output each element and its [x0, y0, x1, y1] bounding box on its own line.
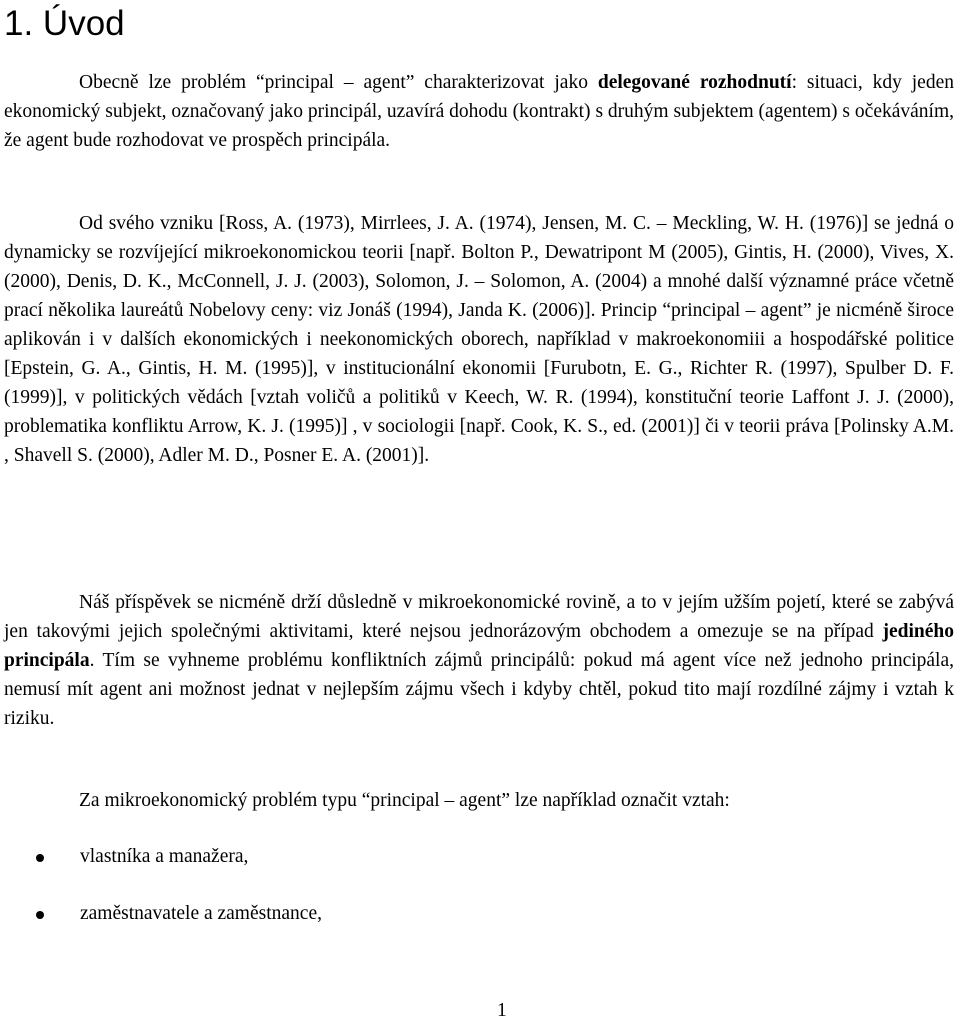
- example-list: [0, 842, 322, 956]
- paragraph-scope: [4, 588, 954, 733]
- bold-term-delegated-decision: delegované rozhodnutí: [597, 72, 792, 93]
- bold-term-single-principal: jediného principála: [4, 621, 954, 671]
- page-number: 1: [497, 1000, 507, 1021]
- paragraph-scope-text-end: . Tím se vyhneme problému konfliktních zájmů principálů: pokud má agent více než jednoho principála, nemusí mít agent ani možnost jednat v nejlepším zájmu všech i kdyby chtěl, pokud tito mají rozdílné zájmy i vztah k riziku.: [4, 650, 954, 729]
- paragraph-literature: Od svého vzniku [Ross, A. (1973), Mirrlees, J. A. (1974), Jensen, M. C. – Meckling, W. H. (1976)] se jedná o dynamicky se rozvíjející mikroekonomickou teorii [např. Bolton P., Dewatripont M (2005), Gintis, H. (2000), Vives, X. (2000), Denis, D. K., McConnell, J. J. (2003), Solomon, J. – Solomon, A. (2004) a mnohé další významné práce včetně prací několika laureátů Nobelovy ceny: viz Jonáš (1994), Janda K. (2006)]. Princip “principal – agent” je nicméně široce aplikován i v dalších ekonomických i neekonomických oborech, například v makroekonomiii a hospodářské politice [Epstein, G. A., Gintis, H. M. (1995)], v institucionální ekonomii [Furubotn, E. G., Richter R. (1997), Spulber D. F. (1999)], v politických vědách [vztah voličů a politiků v Keech, W. R. (1994), konstituční teorie Laffont J. J. (2000), problematika konfliktu Arrow, K. J. (1995)] , v sociologii [např. Cook, K. S., ed. (2001)] či v teorii práva [Polinsky A.M. , Shavell S. (2000), Adler M. D., Posner E. A. (2001)].: [4, 213, 954, 466]
- paragraph-intro-text-end: : situaci, kdy jeden ekonomický subjekt, označovaný jako principál, uzavírá dohodu (kontrakt) s druhým subjektem (agentem) s očekáváním, že agent bude rozhodovat ve prospěch principála.: [4, 72, 954, 151]
- list-item-text: zaměstnavatele a zaměstnance,: [80, 903, 322, 924]
- bullet-icon: [36, 854, 44, 862]
- paragraph-scope-text: Náš příspěvek se nicméně drží důsledně v mikroekonomické rovině, a to v jejím užším pojetí, které se zabývá jen takovými jejich společnými aktivitami, které nejsou jednorázovým obchodem a omezuje se na případ: [4, 592, 954, 642]
- paragraph-intro-text: Obecně lze problém “principal – agent” charakterizovat jako: [79, 72, 598, 93]
- list-item-text: vlastníka a manažera,: [80, 846, 249, 867]
- list-item: [0, 899, 322, 956]
- section-heading: 1. Úvod: [4, 4, 125, 43]
- paragraph-examples-intro: Za mikroekonomický problém typu “principal – agent” lze například označit vztah:: [79, 790, 730, 811]
- paragraph-intro: [4, 68, 954, 155]
- bullet-icon: [36, 911, 44, 919]
- list-item: [0, 842, 322, 899]
